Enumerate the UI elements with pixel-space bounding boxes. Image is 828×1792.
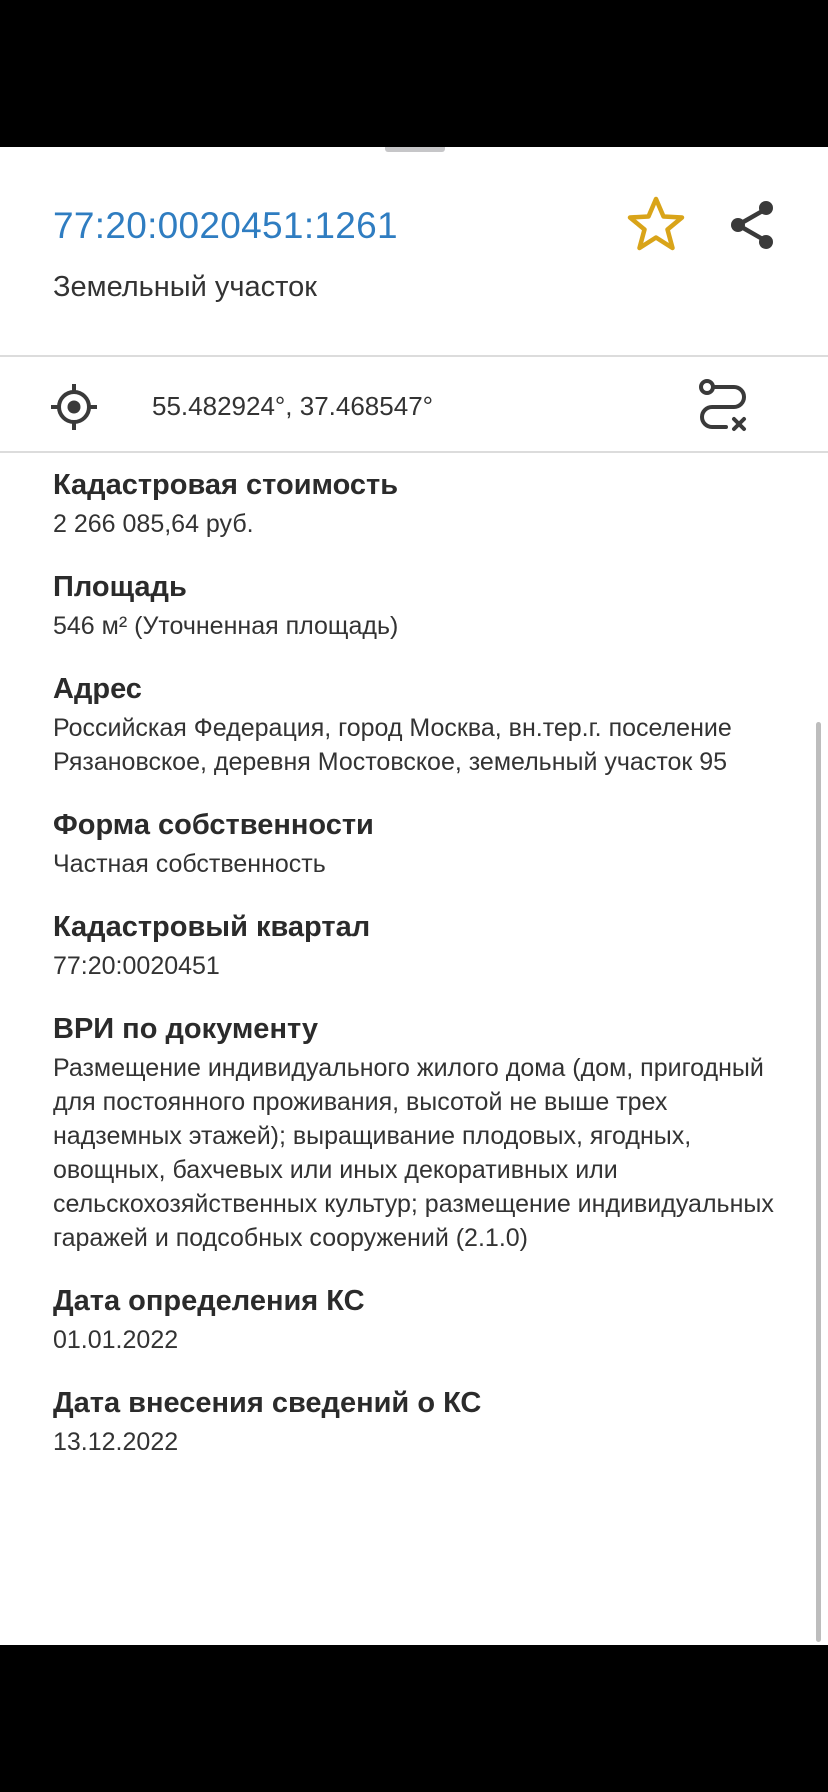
divider xyxy=(0,451,828,453)
field-label: Адрес xyxy=(53,673,142,705)
coordinates-text[interactable]: 55.482924°, 37.468547° xyxy=(152,391,434,421)
field-area xyxy=(53,565,788,643)
share-icon xyxy=(724,197,780,253)
location-target-icon[interactable] xyxy=(50,383,98,431)
field-value: 2 266 085,64 руб. xyxy=(53,510,254,538)
field-value: Размещение индивидуального жилого дома (дом, пригодный для постоянного проживания, высотой не выше трех надземных этажей); выращивание плодовых, ягодных, овощных, бахчевых или иных декоративных или сельскохозяйственных культур; размещение индивидуальных гаражей и подсобных сооружений (2.1.0) xyxy=(53,1054,774,1252)
drag-handle[interactable] xyxy=(385,147,445,152)
field-cadastral-value xyxy=(53,463,788,541)
field-value: 546 м² (Уточненная площадь) xyxy=(53,612,399,640)
field-value: Частная собственность xyxy=(53,850,326,878)
field-permitted-use xyxy=(53,1007,788,1255)
field-ownership xyxy=(53,803,788,881)
field-cadastral-quarter xyxy=(53,905,788,983)
favorite-button[interactable] xyxy=(624,193,688,257)
scrollbar[interactable] xyxy=(816,722,821,1642)
share-button[interactable] xyxy=(724,197,780,253)
divider xyxy=(0,355,828,357)
field-address xyxy=(53,667,788,779)
route-icon xyxy=(692,375,756,439)
field-value[interactable]: 77:20:0020451 xyxy=(53,952,220,980)
field-label: Форма собственности xyxy=(53,809,374,841)
field-label: Дата внесения сведений о КС xyxy=(53,1387,482,1419)
field-entry-date xyxy=(53,1381,788,1459)
cadastral-number[interactable]: 77:20:0020451:1261 xyxy=(53,205,398,246)
field-value: 13.12.2022 xyxy=(53,1428,179,1456)
field-value: Российская Федерация, город Москва, вн.тер.г. поселение Рязановское, деревня Мостовское, земельный участок 95 xyxy=(53,714,732,776)
field-label: Кадастровая стоимость xyxy=(53,469,399,501)
field-label: Кадастровый квартал xyxy=(53,911,371,943)
star-icon xyxy=(624,193,688,257)
object-details-sheet xyxy=(0,147,828,1645)
field-label: Площадь xyxy=(53,571,187,603)
object-type: Земельный участок xyxy=(53,271,317,303)
details-list xyxy=(53,463,788,1483)
field-label: ВРИ по документу xyxy=(53,1013,319,1045)
field-value: 01.01.2022 xyxy=(53,1326,179,1354)
route-button[interactable] xyxy=(692,375,756,439)
field-label: Дата определения КС xyxy=(53,1285,365,1317)
field-valuation-date xyxy=(53,1279,788,1357)
